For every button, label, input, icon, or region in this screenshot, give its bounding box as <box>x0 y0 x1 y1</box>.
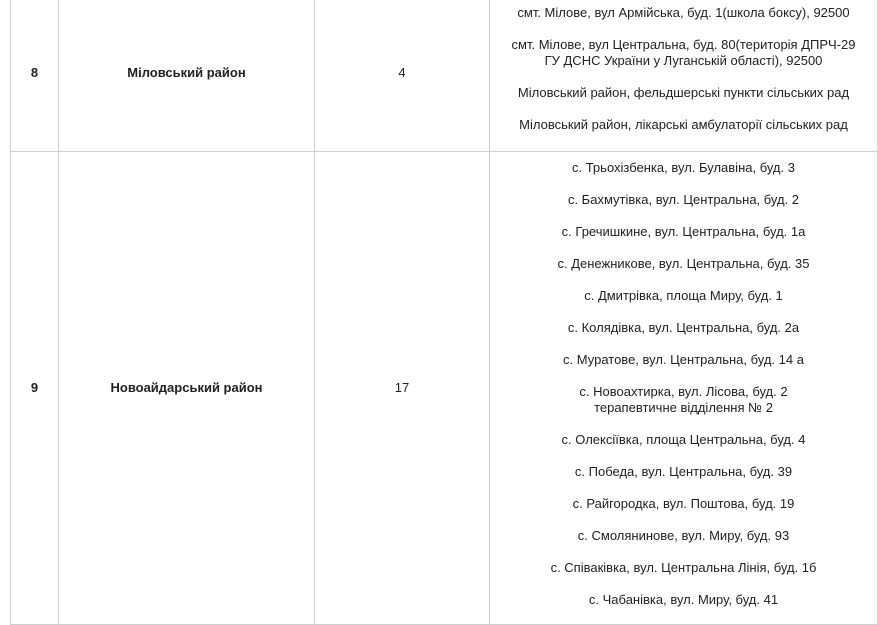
address-item <box>494 560 873 576</box>
address-item <box>494 5 873 21</box>
address-line: с. Трьохізбенка, вул. Булавіна, буд. 3 <box>572 160 795 175</box>
address-line: с. Денежникове, вул. Центральна, буд. 35 <box>557 256 810 271</box>
address-item <box>494 37 873 69</box>
address-line: с. Новоахтирка, вул. Лісова, буд. 2 <box>579 384 788 399</box>
address-line: с. Гречишкине, вул. Центральна, буд. 1а <box>561 224 806 239</box>
address-item <box>494 432 873 448</box>
address-item <box>494 320 873 336</box>
address-line: ГУ ДСНС України у Луганській області), 92500 <box>544 53 823 68</box>
address-line: с. Співаківка, вул. Центральна Лінія, буд. 1б <box>550 560 817 575</box>
address-line: с. Чабанівка, вул. Миру, буд. 41 <box>588 592 779 607</box>
address-line: с. Смолянинове, вул. Миру, буд. 93 <box>577 528 790 543</box>
address-item <box>494 352 873 368</box>
address-item <box>494 160 873 176</box>
table-row-9 <box>11 152 878 625</box>
district-name-cell: Новоайдарський район <box>59 152 315 625</box>
row-number-cell: 9 <box>11 152 59 625</box>
count-cell: 4 <box>315 0 490 152</box>
address-item <box>494 288 873 304</box>
row-number-cell: 8 <box>11 0 59 152</box>
address-item <box>494 496 873 512</box>
address-item <box>494 592 873 608</box>
address-item <box>494 224 873 240</box>
address-line: с. Муратове, вул. Центральна, буд. 14 а <box>563 352 804 367</box>
address-line: с. Победа, вул. Центральна, буд. 39 <box>574 464 793 479</box>
address-item <box>494 384 873 416</box>
district-addresses-table <box>10 0 878 625</box>
address-line: терапевтичне відділення № 2 <box>594 400 773 415</box>
address-line: смт. Мілове, вул Центральна, буд. 80(територія ДПРЧ-29 <box>511 37 856 52</box>
address-item <box>494 464 873 480</box>
address-line: смт. Мілове, вул Армійська, буд. 1(школа боксу), 92500 <box>517 5 850 20</box>
table-row-8 <box>11 0 878 152</box>
address-item <box>494 85 873 101</box>
addresses-cell <box>490 152 878 625</box>
address-item <box>494 117 873 133</box>
address-item <box>494 256 873 272</box>
address-line: Міловський район, фельдшерські пункти сільських рад <box>517 85 850 100</box>
address-line: с. Бахмутівка, вул. Центральна, буд. 2 <box>567 192 800 207</box>
address-line: с. Райгородка, вул. Поштова, буд. 19 <box>572 496 795 511</box>
count-cell: 17 <box>315 152 490 625</box>
address-line: Міловський район, лікарські амбулаторії сільських рад <box>519 117 848 132</box>
address-item <box>494 192 873 208</box>
address-line: с. Дмитрівка, площа Миру, буд. 1 <box>584 288 783 303</box>
address-item <box>494 528 873 544</box>
address-line: с. Колядівка, вул. Центральна, буд. 2а <box>567 320 800 335</box>
addresses-cell <box>490 0 878 152</box>
district-name-cell: Міловський район <box>59 0 315 152</box>
address-line: с. Олексіївка, площа Центральна, буд. 4 <box>561 432 806 447</box>
